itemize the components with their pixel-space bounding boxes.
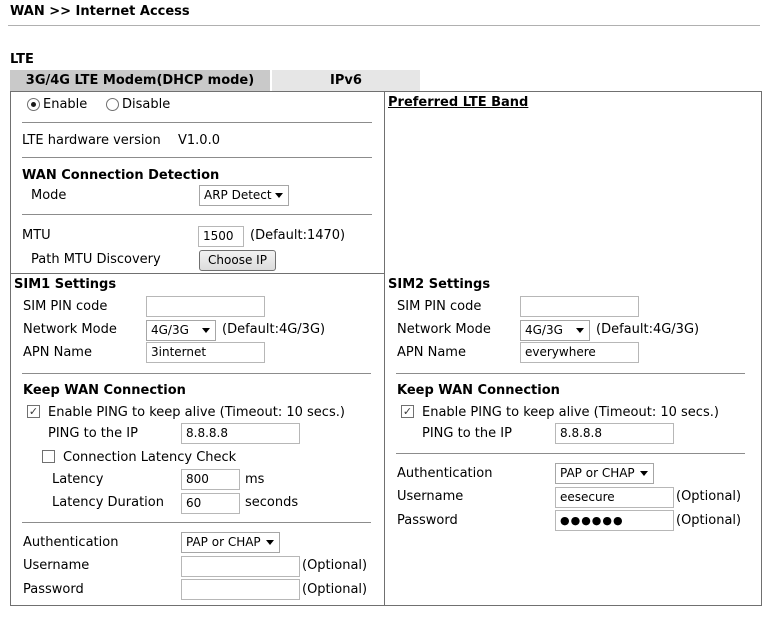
- sim1-auth-value: PAP or CHAP: [186, 535, 261, 549]
- choose-ip-button[interactable]: Choose IP: [199, 250, 276, 271]
- enable-radio[interactable]: [27, 98, 40, 111]
- sim2-network-mode-value: 4G/3G: [525, 323, 563, 337]
- sim1-network-mode-label: Network Mode: [23, 322, 117, 337]
- sim1-ping-keep-checkbox[interactable]: ✓: [28, 405, 39, 418]
- sim2-auth-label: Authentication: [397, 466, 493, 481]
- sim2-network-mode-default: (Default:4G/3G): [596, 322, 700, 337]
- sim2-ping-keep-checkbox[interactable]: ✓: [402, 405, 413, 418]
- sim1-ping-ip-input[interactable]: 8.8.8.8: [181, 423, 300, 444]
- hw-version-label: LTE hardware version: [22, 133, 161, 148]
- sim2-auth-select[interactable]: [555, 463, 654, 484]
- sim2-ping-ip-input[interactable]: 8.8.8.8: [555, 423, 674, 444]
- sim2-pin-input[interactable]: [520, 296, 639, 317]
- sim1-apn-label: APN Name: [23, 345, 92, 360]
- preferred-lte-band-link[interactable]: Preferred LTE Band: [388, 95, 529, 110]
- mode-value: ARP Detect: [204, 188, 272, 202]
- divider: [22, 214, 372, 215]
- tab-ipv6[interactable]: IPv6: [272, 70, 420, 91]
- sim1-password-input[interactable]: [181, 579, 300, 600]
- path-mtu-label: Path MTU Discovery: [31, 252, 161, 267]
- sim1-network-mode-select[interactable]: [146, 320, 216, 341]
- mode-select[interactable]: [199, 185, 289, 206]
- sim1-auth-select[interactable]: [181, 532, 280, 553]
- sim1-latency-check-checkbox[interactable]: [42, 450, 55, 463]
- sim1-latency-check-label: Connection Latency Check: [63, 450, 237, 465]
- tab-lte-modem[interactable]: 3G/4G LTE Modem(DHCP mode): [10, 70, 270, 91]
- sim1-latency-duration-unit: seconds: [245, 495, 299, 510]
- wan-detection-title: WAN Connection Detection: [22, 168, 220, 183]
- divider: [22, 522, 371, 523]
- mode-label: Mode: [31, 188, 67, 203]
- sim2-network-mode-select[interactable]: [520, 320, 590, 341]
- sim1-network-mode-value: 4G/3G: [151, 323, 189, 337]
- sim1-latency-duration-label: Latency Duration: [52, 495, 164, 510]
- sim2-ping-ip-label: PING to the IP: [422, 426, 512, 441]
- sim2-title: SIM2 Settings: [388, 277, 491, 292]
- divider: [22, 373, 371, 374]
- sim2-username-label: Username: [397, 489, 464, 504]
- divider: [22, 122, 372, 123]
- sim1-password-hint: (Optional): [302, 582, 368, 597]
- sim2-username-hint: (Optional): [676, 489, 742, 504]
- sim2-username-input[interactable]: eesecure: [555, 487, 674, 508]
- sim1-apn-input[interactable]: 3internet: [146, 342, 265, 363]
- breadcrumb: WAN >> Internet Access: [10, 4, 190, 19]
- sim1-latency-duration-input[interactable]: 60: [181, 493, 240, 514]
- sim1-auth-label: Authentication: [23, 535, 119, 550]
- sim1-latency-label: Latency: [52, 472, 104, 487]
- section-divider: [10, 273, 385, 274]
- sim1-pin-label: SIM PIN code: [23, 299, 108, 314]
- disable-radio[interactable]: [106, 98, 119, 111]
- chevron-down-icon: [275, 193, 283, 198]
- chevron-down-icon: [576, 328, 584, 333]
- section-title: LTE: [10, 52, 34, 67]
- sim2-apn-input[interactable]: everywhere: [520, 342, 639, 363]
- sim1-latency-input[interactable]: 800: [181, 469, 240, 490]
- sim2-auth-value: PAP or CHAP: [560, 466, 635, 480]
- sim1-ping-ip-label: PING to the IP: [48, 426, 138, 441]
- divider: [22, 157, 372, 158]
- disable-label: Disable: [122, 97, 171, 112]
- sim1-keep-wan-title: Keep WAN Connection: [23, 383, 186, 398]
- header-divider: [8, 25, 760, 26]
- sim2-ping-keep-label: Enable PING to keep alive (Timeout: 10 secs.): [422, 405, 719, 420]
- sim2-keep-wan-title: Keep WAN Connection: [397, 383, 560, 398]
- sim2-password-hint: (Optional): [676, 513, 742, 528]
- mtu-default: (Default:1470): [250, 228, 346, 243]
- sim1-username-hint: (Optional): [302, 558, 368, 573]
- sim1-network-mode-default: (Default:4G/3G): [222, 322, 326, 337]
- chevron-down-icon: [266, 540, 274, 545]
- sim1-password-label: Password: [23, 582, 84, 597]
- sim2-apn-label: APN Name: [397, 345, 466, 360]
- hw-version-value: V1.0.0: [178, 133, 220, 148]
- divider: [396, 373, 745, 374]
- sim1-username-input[interactable]: [181, 556, 300, 577]
- sim2-password-label: Password: [397, 513, 458, 528]
- sim2-pin-label: SIM PIN code: [397, 299, 482, 314]
- sim1-username-label: Username: [23, 558, 90, 573]
- sim1-title: SIM1 Settings: [14, 277, 117, 292]
- divider: [396, 453, 745, 454]
- sim1-pin-input[interactable]: [146, 296, 265, 317]
- column-divider: [384, 91, 385, 606]
- sim2-network-mode-label: Network Mode: [397, 322, 491, 337]
- chevron-down-icon: [640, 471, 648, 476]
- chevron-down-icon: [202, 328, 210, 333]
- sim1-latency-unit: ms: [245, 472, 265, 487]
- mtu-input[interactable]: 1500: [198, 226, 244, 247]
- sim2-password-input[interactable]: ●●●●●●: [555, 510, 674, 531]
- sim1-ping-keep-label: Enable PING to keep alive (Timeout: 10 secs.): [48, 405, 345, 420]
- mtu-label: MTU: [22, 228, 51, 243]
- enable-label: Enable: [43, 97, 88, 112]
